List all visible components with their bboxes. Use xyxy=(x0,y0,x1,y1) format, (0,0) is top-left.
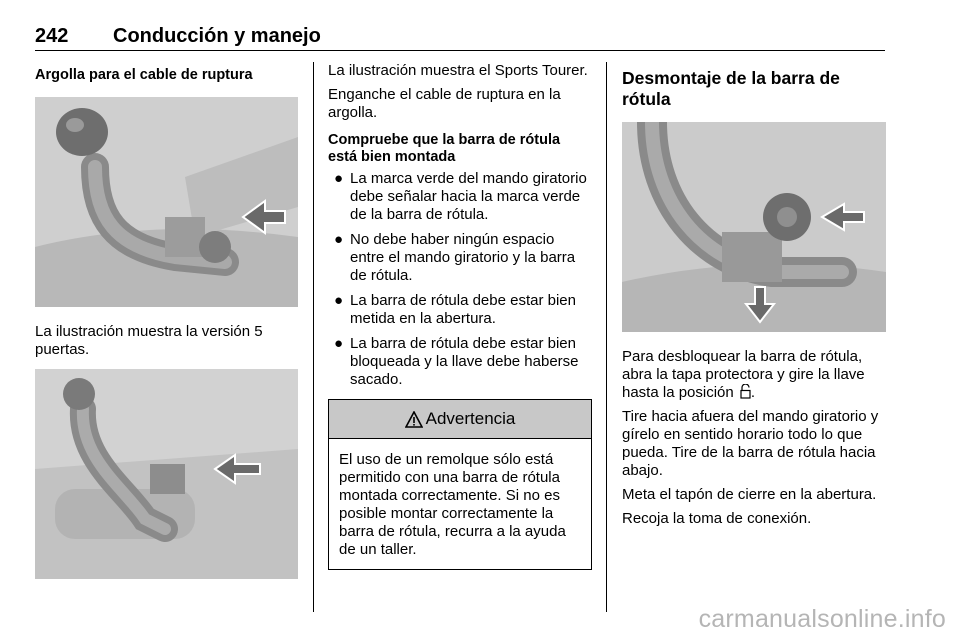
bullet-icon: ● xyxy=(334,292,344,309)
figure-tow-ring-5door xyxy=(35,97,298,307)
column-divider-2 xyxy=(606,62,607,612)
warning-box xyxy=(328,399,592,570)
list-item: ● La barra de rótula debe estar bien bloqueada y la llave debe haberse sacado. xyxy=(334,335,579,388)
bullet-icon: ● xyxy=(334,335,344,352)
page-header xyxy=(35,22,885,51)
bullet-icon: ● xyxy=(334,231,344,248)
intro-text: La ilustración muestra el Sports Tourer. xyxy=(328,62,588,79)
warning-text: El uso de un remolque sólo está permitido con una barra de rótula montada correctamente. Si no es posible montar correctamente la barra de rótula, recurra a la ayuda de un taller. xyxy=(339,451,566,558)
pull-paragraph: Tire hacia afuera del mando giratorio y gírelo en sentido horario todo lo que pueda. Tire de la barra de rótula hacia abajo. xyxy=(622,408,879,479)
column-left xyxy=(35,62,298,579)
page-number: 242 xyxy=(35,25,69,47)
figure-ball-bar-removal xyxy=(622,122,886,332)
lock-open-icon xyxy=(740,384,751,399)
column-divider-1 xyxy=(313,62,314,612)
watermark-text: carmanualsonline.info xyxy=(698,605,946,633)
column-middle xyxy=(328,62,592,570)
ring-heading: Argolla para el cable de ruptura xyxy=(35,67,253,83)
figure-caption: La ilustración muestra la versión 5 puertas. xyxy=(35,323,263,358)
warning-title: Advertencia xyxy=(425,409,516,428)
check-heading: Compruebe que la barra de rótula está bien montada xyxy=(328,132,561,165)
list-item: ● No debe haber ningún espacio entre el mando giratorio y la barra de rótula. xyxy=(334,231,576,284)
socket-paragraph: Recoja la toma de conexión. xyxy=(622,510,812,527)
removal-heading: Desmontaje de la barra de rótula xyxy=(622,68,840,109)
cap-paragraph: Meta el tapón de cierre en la abertura. xyxy=(622,486,877,503)
page-title: Conducción y manejo xyxy=(113,25,321,47)
warning-triangle-icon xyxy=(405,411,423,428)
unlock-paragraph: Para desbloquear la barra de rótula, abra la tapa protectora y gire la llave hasta la posición . xyxy=(622,348,865,401)
bullet-icon: ● xyxy=(334,170,344,187)
figure-tow-ring-sports-tourer xyxy=(35,369,298,579)
list-item: ● La marca verde del mando giratorio debe señalar hacia la marca verde de la barra de rótula. xyxy=(334,170,587,223)
check-list xyxy=(328,170,592,389)
list-item: ● La barra de rótula debe estar bien metida en la abertura. xyxy=(334,292,576,327)
column-right xyxy=(622,62,886,534)
warning-header xyxy=(329,400,591,439)
instruction-text: Enganche el cable de ruptura en la argolla. xyxy=(328,86,561,121)
